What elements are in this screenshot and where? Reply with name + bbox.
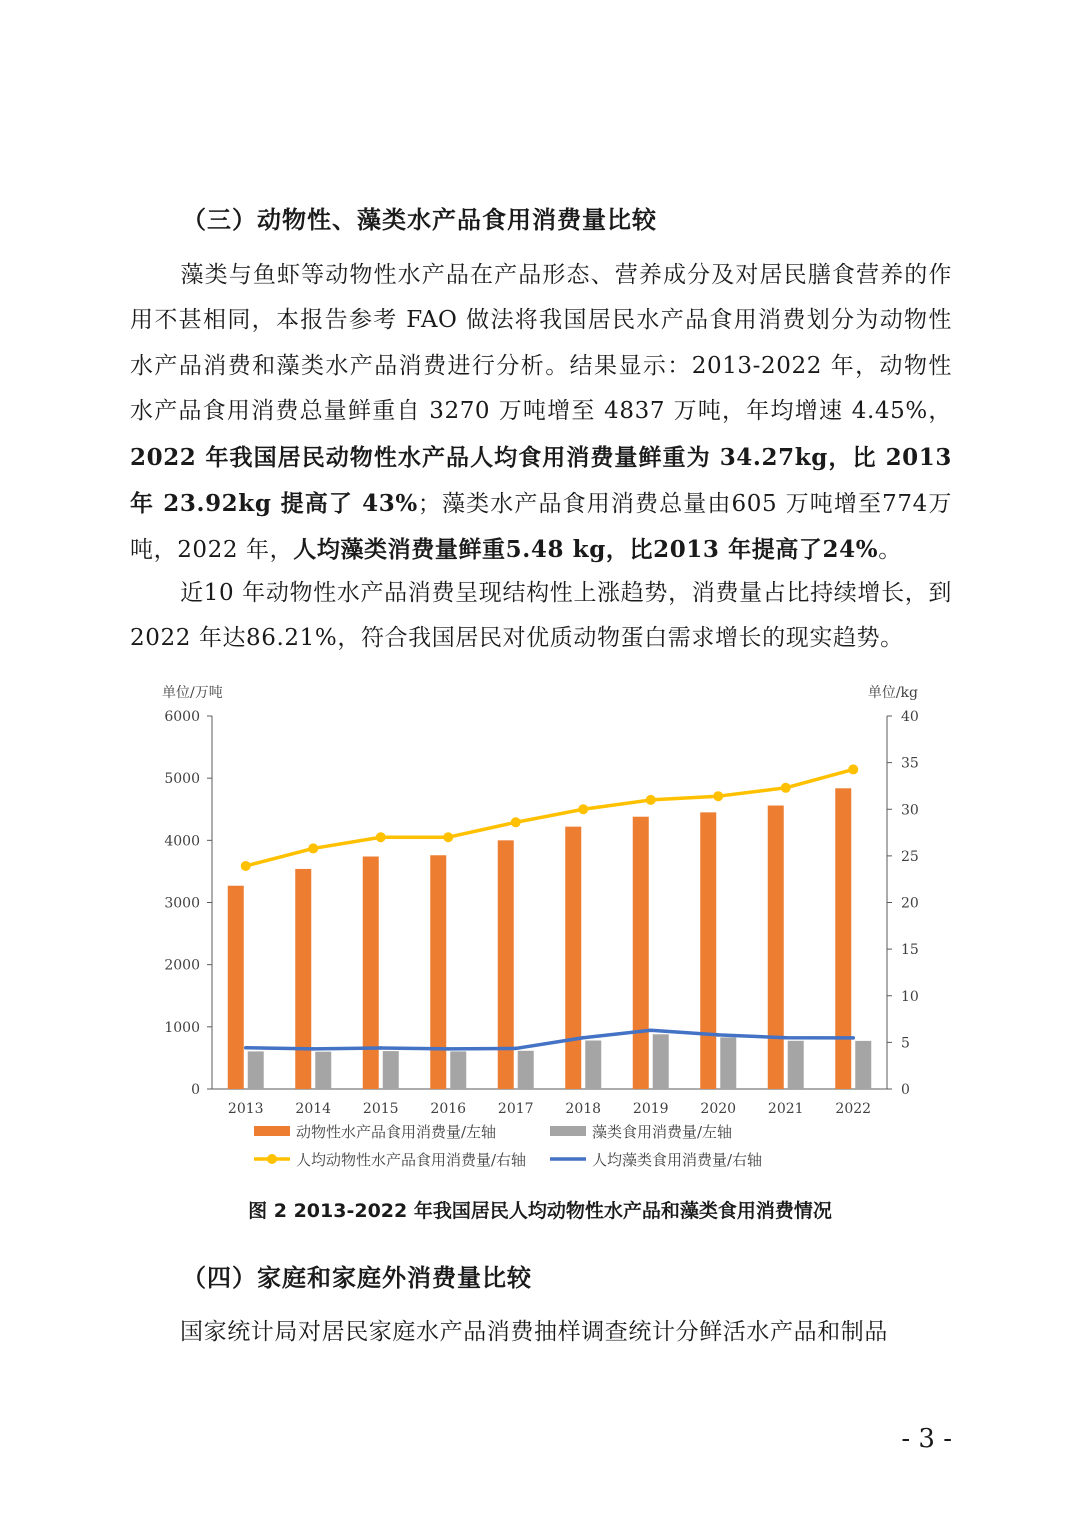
- chart-svg: [150, 678, 930, 1178]
- right-tick-label: 0: [901, 1082, 910, 1098]
- x-tick-label: 2021: [767, 1101, 804, 1117]
- animal-per-capita-point: [781, 783, 791, 793]
- animal-per-capita-point: [848, 764, 858, 774]
- legend-label: 人均动物性水产品食用消费量/右轴: [296, 1151, 527, 1169]
- right-axis-unit: 单位/kg: [867, 685, 918, 701]
- animal-per-capita-point: [376, 832, 386, 842]
- animal-bar: [228, 886, 244, 1089]
- x-tick-label: 2018: [565, 1101, 602, 1117]
- left-tick-label: 6000: [164, 709, 200, 725]
- bold-run-1: 2022 年我国居民动物性水产品人均食用消费量鲜重为 34.27kg，比 2013 年 23.92kg 提高了 43%: [130, 443, 952, 518]
- section-heading-3: （三）动物性、藻类水产品食用消费量比较: [182, 205, 657, 234]
- algae-bar: [653, 1034, 669, 1089]
- paragraph-2-body: 近10 年动物性水产品消费呈现结构性上涨趋势，消费量占比持续增长，到2022 年达86.21%，符合我国居民对优质动物蛋白需求增长的现实趋势。: [130, 580, 952, 652]
- algae-bar: [855, 1041, 871, 1089]
- algae-per-capita-point: [379, 1046, 383, 1050]
- left-tick-label: 1000: [164, 1019, 200, 1036]
- legend-label: 人均藻类食用消费量/右轴: [592, 1151, 763, 1169]
- left-tick-label: 0: [191, 1082, 200, 1098]
- paragraph-2: [130, 571, 952, 662]
- x-tick-label: 2015: [362, 1101, 399, 1117]
- animal-bar: [700, 812, 716, 1089]
- algae-per-capita-point: [244, 1046, 248, 1050]
- left-tick-label: 5000: [164, 771, 200, 788]
- right-tick-label: 20: [901, 895, 919, 912]
- x-tick-label: 2017: [497, 1101, 534, 1117]
- animal-bar: [633, 817, 649, 1089]
- legend-swatch-dot: [267, 1154, 277, 1164]
- algae-per-capita-line: [246, 1030, 854, 1049]
- figure-caption: 图 2 2013-2022 年我国居民人均动物性水产品和藻类食用消费情况: [248, 1200, 832, 1222]
- text-run-0: 藻类与鱼虾等动物性水产品在产品形态、营养成分及对居民膳食营养的作用不甚相同，本报告参考 FAO 做法将我国居民水产品食用消费划分为动物性水产品消费和藻类水产品消费进行分析。结果显示：2013-2022 年，动物性水产品食用消费总量鲜重自 3270 万吨增至 4837 万吨，年均增速 4.45%，: [130, 262, 952, 425]
- legend-label: 藻类食用消费量/左轴: [592, 1123, 733, 1141]
- animal-bar: [295, 869, 311, 1089]
- section-heading-4: （四）家庭和家庭外消费量比较: [182, 1263, 532, 1292]
- paragraph-1-body: [130, 262, 952, 563]
- text-run-2: ；藻类水产品食用消费总量由605 万吨增至774万吨，2022 年，: [130, 491, 952, 564]
- animal-bar: [835, 788, 851, 1089]
- animal-bar: [363, 856, 379, 1089]
- algae-bar: [518, 1051, 534, 1089]
- animal-per-capita-point: [443, 832, 453, 842]
- algae-bar: [585, 1041, 601, 1089]
- right-tick-label: 40: [901, 709, 919, 725]
- legend-swatch: [550, 1126, 586, 1136]
- paragraph-3: [130, 1310, 952, 1355]
- left-tick-label: 2000: [164, 957, 200, 974]
- right-tick-label: 5: [901, 1035, 910, 1052]
- right-tick-label: 35: [901, 755, 919, 772]
- algae-per-capita-point: [446, 1047, 450, 1051]
- algae-per-capita-point: [851, 1036, 855, 1040]
- bold-run-3: 人均藻类消费量鲜重5.48 kg，比2013 年提高了24%: [293, 536, 879, 564]
- left-axis-unit: 单位/万吨: [162, 685, 223, 701]
- algae-bar: [315, 1052, 331, 1089]
- right-tick-label: 15: [901, 942, 919, 959]
- x-tick-label: 2022: [835, 1101, 872, 1117]
- paragraph-1: [130, 253, 952, 574]
- algae-per-capita-point: [784, 1036, 788, 1040]
- x-tick-label: 2019: [632, 1101, 669, 1117]
- animal-per-capita-point: [713, 791, 723, 801]
- animal-per-capita-point: [308, 843, 318, 853]
- animal-per-capita-line: [246, 769, 854, 866]
- consumption-chart: [150, 678, 930, 1178]
- x-tick-label: 2020: [700, 1101, 737, 1117]
- left-tick-label: 3000: [164, 895, 200, 912]
- animal-bar: [498, 840, 514, 1089]
- left-tick-label: 4000: [164, 833, 200, 850]
- x-tick-label: 2013: [227, 1101, 264, 1117]
- algae-per-capita-point: [514, 1047, 518, 1051]
- animal-per-capita-point: [511, 817, 521, 827]
- algae-per-capita-point: [581, 1036, 585, 1040]
- animal-per-capita-point: [578, 804, 588, 814]
- x-tick-label: 2014: [295, 1101, 332, 1117]
- animal-bar: [565, 827, 581, 1089]
- algae-bar: [383, 1051, 399, 1089]
- algae-per-capita-point: [311, 1047, 315, 1051]
- legend-label: 动物性水产品食用消费量/左轴: [296, 1123, 497, 1141]
- algae-bar: [720, 1037, 736, 1089]
- animal-per-capita-point: [646, 795, 656, 805]
- legend-swatch: [254, 1126, 290, 1136]
- animal-per-capita-point: [241, 861, 251, 871]
- algae-per-capita-point: [649, 1028, 653, 1032]
- animal-bar: [768, 806, 784, 1089]
- right-tick-label: 25: [901, 848, 919, 865]
- algae-bar: [450, 1051, 466, 1089]
- algae-bar: [248, 1051, 264, 1089]
- right-tick-label: 10: [901, 988, 919, 1005]
- algae-bar: [788, 1041, 804, 1089]
- right-tick-label: 30: [901, 802, 919, 819]
- paragraph-3-body: 国家统计局对居民家庭水产品消费抽样调查统计分鲜活水产品和制品: [180, 1319, 888, 1345]
- text-run-4: 。: [878, 537, 902, 564]
- page-number: - 3 -: [901, 1424, 952, 1454]
- x-tick-label: 2016: [430, 1101, 467, 1117]
- animal-bar: [430, 855, 446, 1089]
- algae-per-capita-point: [716, 1033, 720, 1037]
